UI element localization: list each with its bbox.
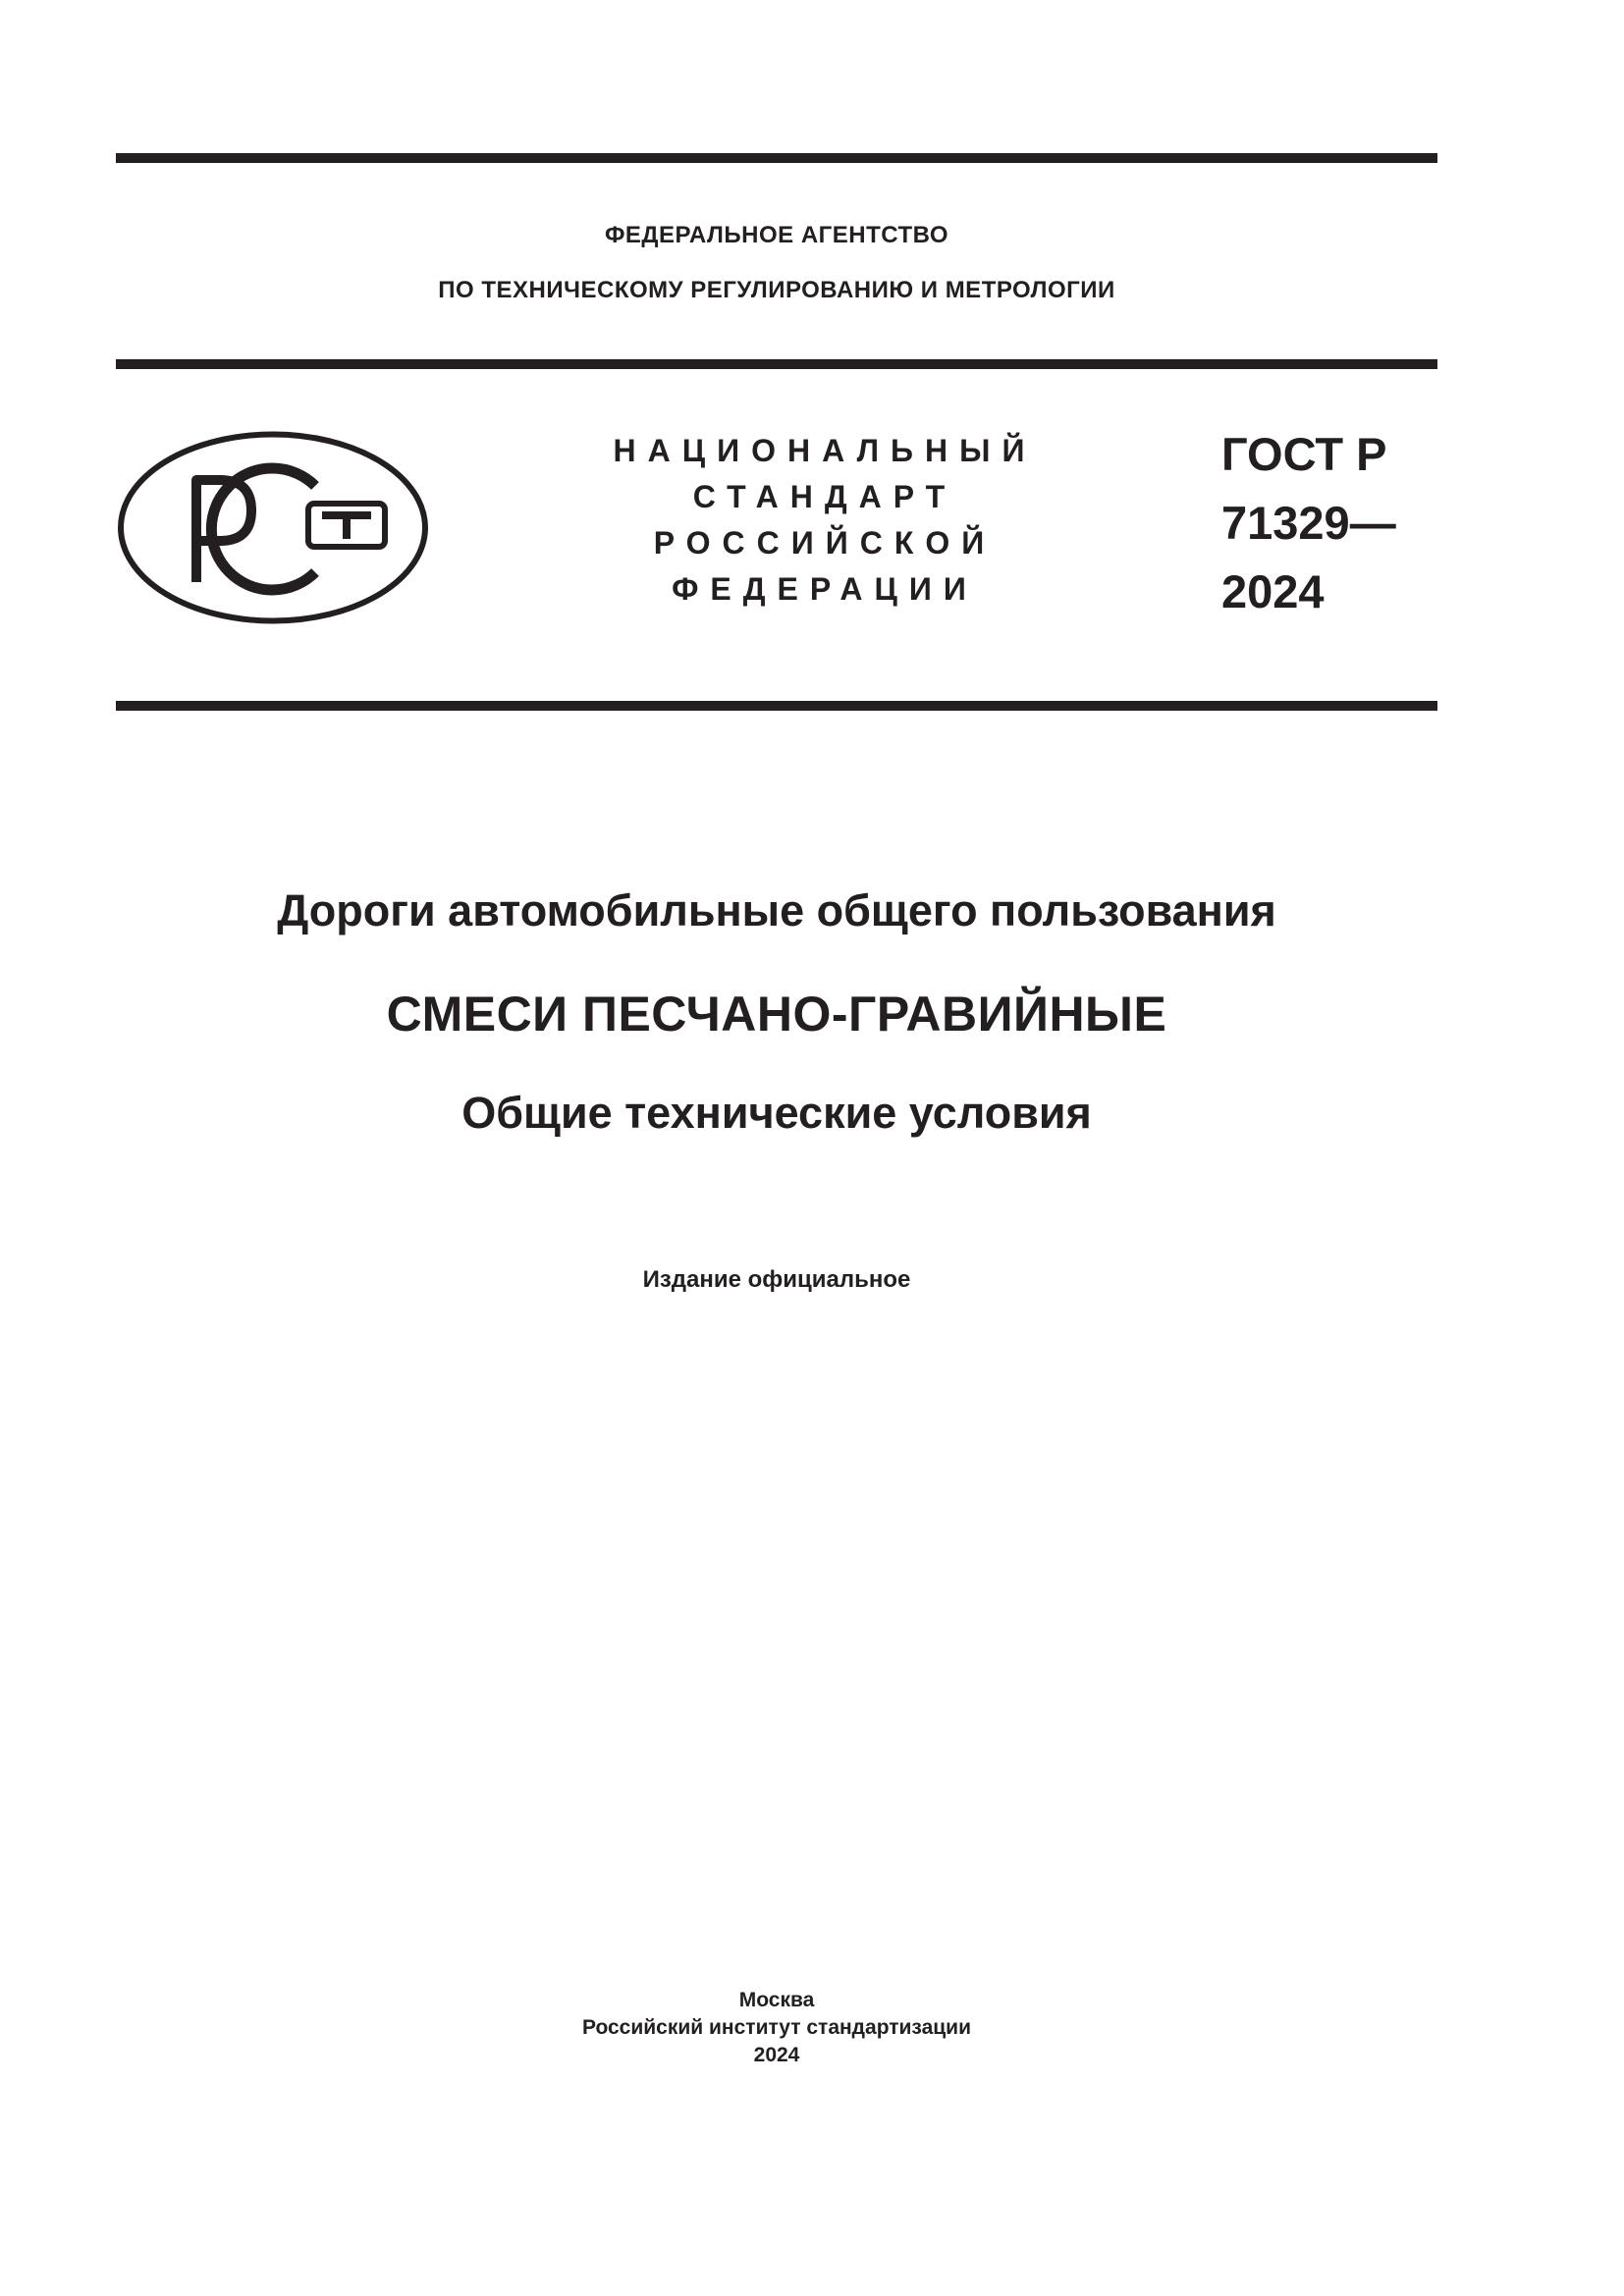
- imprint-city: Москва: [738, 1989, 815, 2011]
- imprint-year: 2024: [753, 2044, 800, 2066]
- edition-label: Издание официальное: [642, 1266, 911, 1293]
- standard-type-line-3: РОССИЙСКОЙ: [653, 525, 997, 561]
- imprint: [116, 1987, 1437, 2069]
- designation-line-1: ГОСТ Р: [1221, 428, 1387, 480]
- agency-name-line-1: ФЕДЕРАЛЬНОЕ АГЕНТСТВО: [604, 222, 949, 248]
- header-rule: [116, 359, 1437, 369]
- main-title: СМЕСИ ПЕСЧАНО-ГРАВИЙНЫЕ: [386, 987, 1167, 1041]
- designation-line-2: 71329—: [1221, 497, 1396, 549]
- standard-designation: [1221, 420, 1396, 626]
- standard-type-line-4: ФЕДЕРАЦИИ: [672, 571, 978, 607]
- standard-type-label: [589, 428, 1060, 613]
- rst-certification-mark-icon: [116, 429, 430, 626]
- agency-name-line-2: ПО ТЕХНИЧЕСКОМУ РЕГУЛИРОВАНИЮ И МЕТРОЛОГИИ: [438, 277, 1115, 303]
- standard-type-line-1: НАЦИОНАЛЬНЫЙ: [613, 433, 1037, 468]
- top-rule: [116, 153, 1437, 163]
- standard-type-line-2: СТАНДАРТ: [692, 479, 957, 514]
- general-title: Дороги автомобильные общего пользования: [277, 885, 1276, 935]
- bottom-header-rule: [116, 701, 1437, 711]
- subtitle: Общие технические условия: [461, 1088, 1092, 1138]
- imprint-publisher: Российский институт стандартизации: [581, 2016, 972, 2039]
- designation-line-3: 2024: [1221, 565, 1325, 617]
